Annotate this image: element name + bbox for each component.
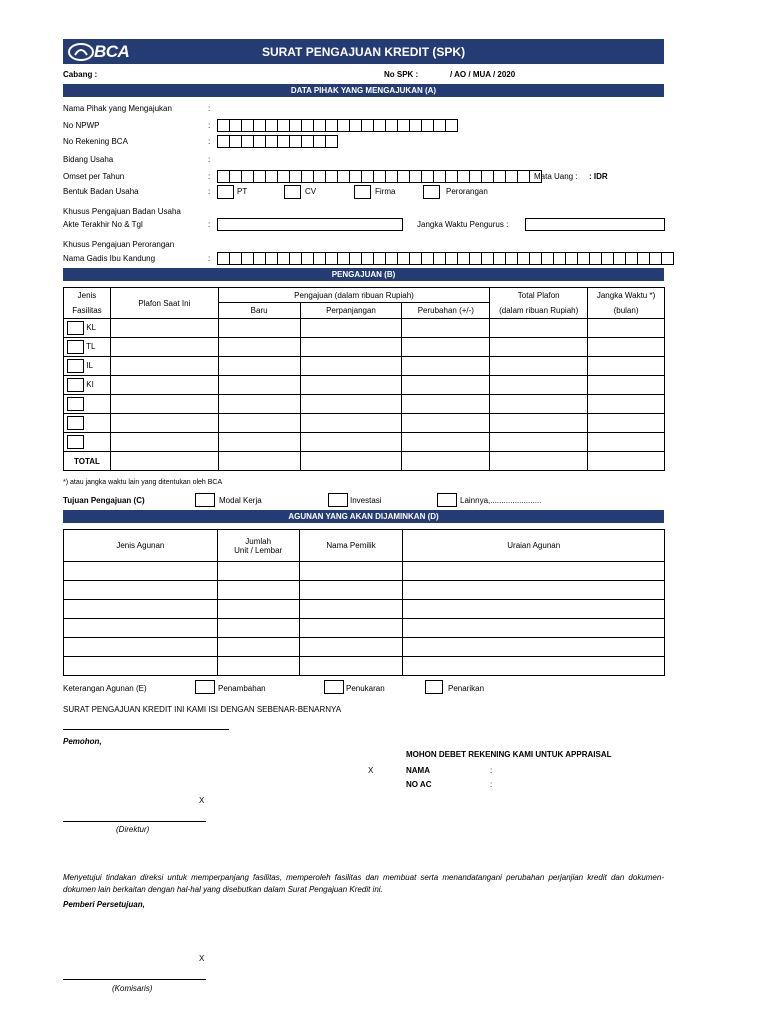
akte-input[interactable] [217,218,403,231]
investasi-checkbox[interactable] [328,493,348,507]
jangka-footnote: *) atau jangka waktu lain yang ditentukan oleh BCA [63,479,223,486]
colon: : [208,172,211,181]
khusus-perorangan-label: Khusus Pengajuan Perorangan [63,240,175,249]
table-row [64,395,665,414]
cv-checkbox[interactable] [284,185,301,199]
table-row [64,638,665,657]
pemberi-label: Pemberi Persetujuan, [63,900,145,909]
colon: : [490,766,493,775]
komisaris-label: (Komisaris) [112,984,153,993]
pt-label: PT [237,187,248,196]
omset-input-cells[interactable] [217,170,541,182]
akte-label: Akte Terakhir No & Tgl [63,220,143,229]
nama-gadis-label: Nama Gadis Ibu Kandung [63,254,156,263]
h-uraian-agunan: Uraian Agunan [403,530,665,562]
table-row [64,414,665,433]
bca-logo-text: BCA [94,42,130,61]
h-pengajuan: Pengajuan (dalam ribuan Rupiah) [218,288,490,303]
table-row [64,357,665,376]
nama-pihak-label: Nama Pihak yang Mengajukan [63,104,172,113]
table-row [64,581,665,600]
table-row [64,338,665,357]
rekening-input-cells[interactable] [217,135,337,147]
h-total-plafon: Total Plafon [490,288,588,303]
facility-checkbox[interactable] [67,359,84,373]
consent-text: Menyetujui tindakan direksi untuk memperpanjang fasilitas, memperoleh fasilitas dan membuat serta menandatangani perubahan perjanjian kredit dan dokumen-dokumen lain berkaitan dengan hal-hal yang disebutkan dalam Surat Pengajuan Kredit ini. [63,873,664,894]
colon: : [208,220,211,229]
cabang-label: Cabang : [63,70,98,79]
colon: : [208,187,211,196]
bidang-usaha-label: Bidang Usaha [63,155,114,164]
penambahan-label: Penambahan [218,684,266,693]
firma-checkbox[interactable] [354,185,371,199]
date-line [63,729,229,730]
total-row [64,452,665,471]
tujuan-label: Tujuan Pengajuan (C) [63,496,145,505]
no-spk-label: No SPK : [384,70,419,79]
facility-checkbox[interactable] [67,435,84,449]
facility-label: TL [86,342,96,352]
modal-kerja-checkbox[interactable] [195,493,215,507]
facility-label: KI [86,380,94,390]
mata-uang-value: : IDR [589,172,608,181]
total-label: TOTAL [64,452,111,471]
facility-checkbox[interactable] [67,340,84,354]
firma-label: Firma [375,187,396,196]
colon: : [208,137,211,146]
section-a-title: DATA PIHAK YANG MENGAJUKAN (A) [290,86,437,95]
jangka-pengurus-input[interactable] [525,218,665,231]
form-title: SURAT PENGAJUAN KREDIT (SPK) [261,45,466,59]
colon: : [208,254,211,263]
table-row [64,319,665,338]
facility-checkbox[interactable] [67,397,84,411]
rekening-label: No Rekening BCA [63,137,128,146]
h-fasilitas: Fasilitas [64,303,111,319]
h-plafon-saat-ini: Plafon Saat Ini [110,288,218,319]
facility-checkbox[interactable] [67,378,84,392]
penarikan-label: Penarikan [448,684,485,693]
table-row [64,376,665,395]
colon: : [490,780,493,789]
h-nama-pemilik: Nama Pemilik [299,530,403,562]
h-perubahan: Perubahan (+/-) [402,303,490,319]
khusus-badan-label: Khusus Pengajuan Badan Usaha [63,207,181,216]
agunan-table [63,529,665,676]
table-row [64,433,665,452]
section-b-bar [63,268,664,281]
debet-noac-label: NO AC [406,780,432,789]
h-jangka: Jangka Waktu *) [588,288,665,303]
table-row [64,619,665,638]
h-jangka-sub: (bulan) [588,303,665,319]
lainnya-checkbox[interactable] [437,493,457,507]
pengajuan-table [63,287,665,471]
penukaran-checkbox[interactable] [324,680,344,694]
section-a-bar [63,84,664,97]
colon: : [208,155,211,164]
table-row [64,600,665,619]
perorangan-label: Perorangan [446,187,488,196]
nama-gadis-input-cells[interactable] [217,252,673,264]
omset-label: Omset per Tahun [63,172,125,181]
h-jenis-agunan: Jenis Agunan [64,530,218,562]
colon: : [208,121,211,130]
facility-checkbox[interactable] [67,321,84,335]
section-d-title: AGUNAN YANG AKAN DIJAMINKAN (D) [288,512,439,521]
investasi-label: Investasi [350,496,382,505]
h-perpanjangan: Perpanjangan [300,303,402,319]
table-row [64,657,665,676]
debet-title: MOHON DEBET REKENING KAMI UNTUK APPRAISAL [406,750,612,759]
h-total-plafon-sub: (dalam ribuan Rupiah) [490,303,588,319]
section-b-title: PENGAJUAN (B) [331,270,396,279]
penarikan-checkbox[interactable] [425,680,443,694]
table-row [64,562,665,581]
signature-line-direktur [63,821,206,822]
h-jumlah-line1: Jumlah [245,536,272,546]
statement-text: SURAT PENGAJUAN KREDIT INI KAMI ISI DENGAN SEBENAR-BENARNYA [63,705,342,714]
direktur-label: (Direktur) [116,825,150,834]
perorangan-checkbox[interactable] [423,185,440,199]
debet-nama-label: NAMA [406,766,430,775]
mata-uang-label: Mata Uang : [534,172,578,181]
h-jumlah-line2: Unit / Lembar [234,545,283,555]
no-spk-value: / AO / MUA / 2020 [450,70,516,79]
pemohon-label: Pemohon, [63,737,102,746]
h-jumlah [217,530,299,562]
facility-label: IL [86,361,93,371]
bentuk-badan-label: Bentuk Badan Usaha [63,187,139,196]
h-jenis: Jenis [64,288,111,303]
colon: : [208,104,211,113]
lainnya-label: Lainnya,....................... [460,496,542,505]
npwp-label: No NPWP [63,121,100,130]
pt-checkbox[interactable] [217,185,234,199]
facility-label: KL [86,323,97,333]
penambahan-checkbox[interactable] [195,680,215,694]
penukaran-label: Penukaran [346,684,385,693]
signature-line-komisaris [63,979,206,980]
debet-x-mark: X [368,766,374,775]
keterangan-agunan-label: Keterangan Agunan (E) [63,684,147,693]
signature-x-mark: X [199,954,205,963]
modal-kerja-label: Modal Kerja [219,496,262,505]
signature-x-mark: X [199,796,205,805]
h-baru: Baru [218,303,300,319]
section-d-bar [63,510,664,523]
npwp-input-cells[interactable] [217,119,457,131]
jangka-pengurus-label: Jangka Waktu Pengurus : [417,220,509,229]
facility-checkbox[interactable] [67,416,84,430]
cv-label: CV [305,187,317,196]
